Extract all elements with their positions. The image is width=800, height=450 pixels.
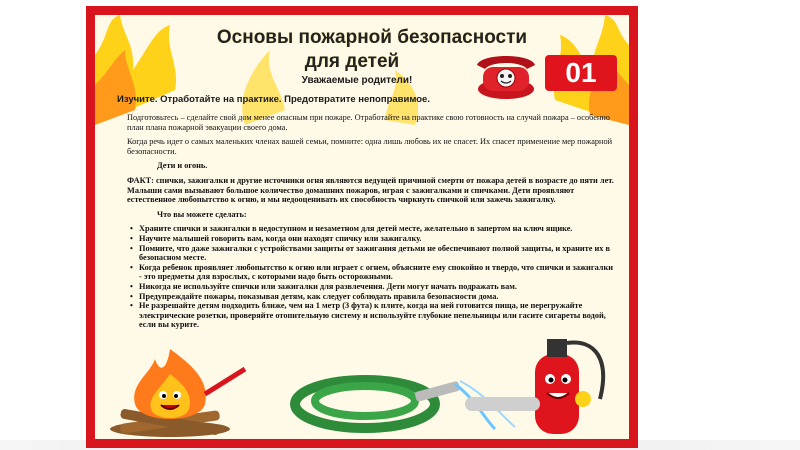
poster-tagline: Изучите. Отработайте на практике. Предотвратите непоправимое. <box>117 94 430 105</box>
family-paragraph: Когда речь идет о самых маленьких членах вашей семьи, помните: одна лишь любовь их не спасет. Их спасет применение мер пожарной безопасности. <box>127 137 613 156</box>
poster-body <box>127 113 615 330</box>
intro-paragraph: Подготовьтесь – сделайте свой дом менее опасным при пожаре. Отработайте на практике свою готовность на случай пожара – особенно план плана пожарной эвакуации своего дома. <box>127 113 610 132</box>
section-heading-actions: Что вы можете сделать: <box>157 209 247 219</box>
list-item: • Предупреждайте пожары, показывая детям, как следует соблюдать правила безопасности дома. <box>139 292 615 302</box>
list-item: • Помните, что даже зажигалки с устройствами защиты от зажигания детьми не обеспечивают полной защиты, и храните их в безопасном месте. <box>139 244 615 263</box>
poster-title-line2: для детей <box>304 51 400 72</box>
poster-number-badge: 01 <box>545 55 617 91</box>
list-item: • Храните спички и зажигалки в недоступном и незаметном для детей месте, желательно в запертом на ключ ящике. <box>139 224 615 234</box>
telephone-icon <box>471 51 541 101</box>
list-item: • Когда ребенок проявляет любопытство к огню или играет с огнем, объясните ему спокойно и твердо, что спички и зажигалки - это предметы для взрослых, с которыми надо быть осторожными. <box>139 263 615 282</box>
poster-frame <box>86 6 638 448</box>
actions-list <box>127 224 615 330</box>
section-heading-children: Дети и огонь. <box>157 161 208 171</box>
fact-paragraph: ФАКТ: спички, зажигалки и другие источники огня являются ведущей причиной смерти от пожара детей в возрасте до пяти лет. Малыши сами вызывают большое количество домашних пожаров, играя с зажигалками и спичками. Дети проявляют естественное любопытство к огню, и мы недооценивать их способность чиркнуть спичкой или зажечь зажигалку. <box>127 175 614 205</box>
poster-subtitle: Уважаемые родители! <box>301 75 413 86</box>
list-item: • Никогда не используйте спички или зажигалки для развлечения. Дети могут начать подражать вам. <box>139 282 615 292</box>
fire-character-icon <box>110 349 245 437</box>
poster-title-line1: Основы пожарной безопасности <box>216 27 528 48</box>
bottom-illustration <box>95 329 629 439</box>
poster <box>95 15 629 439</box>
list-item: • Не разрешайте детям подходить ближе, чем на 1 метр (3 фута) к плите, когда на ней готовится пища, не перегружайте электрические розетки, проверяйте отопительную систему и используйте глубокие пепельницы или гасите сигареты водой, если вы курите. <box>139 301 615 330</box>
list-item: • Научите малышей говорить вам, когда они находят спичку или зажигалку. <box>139 234 615 244</box>
